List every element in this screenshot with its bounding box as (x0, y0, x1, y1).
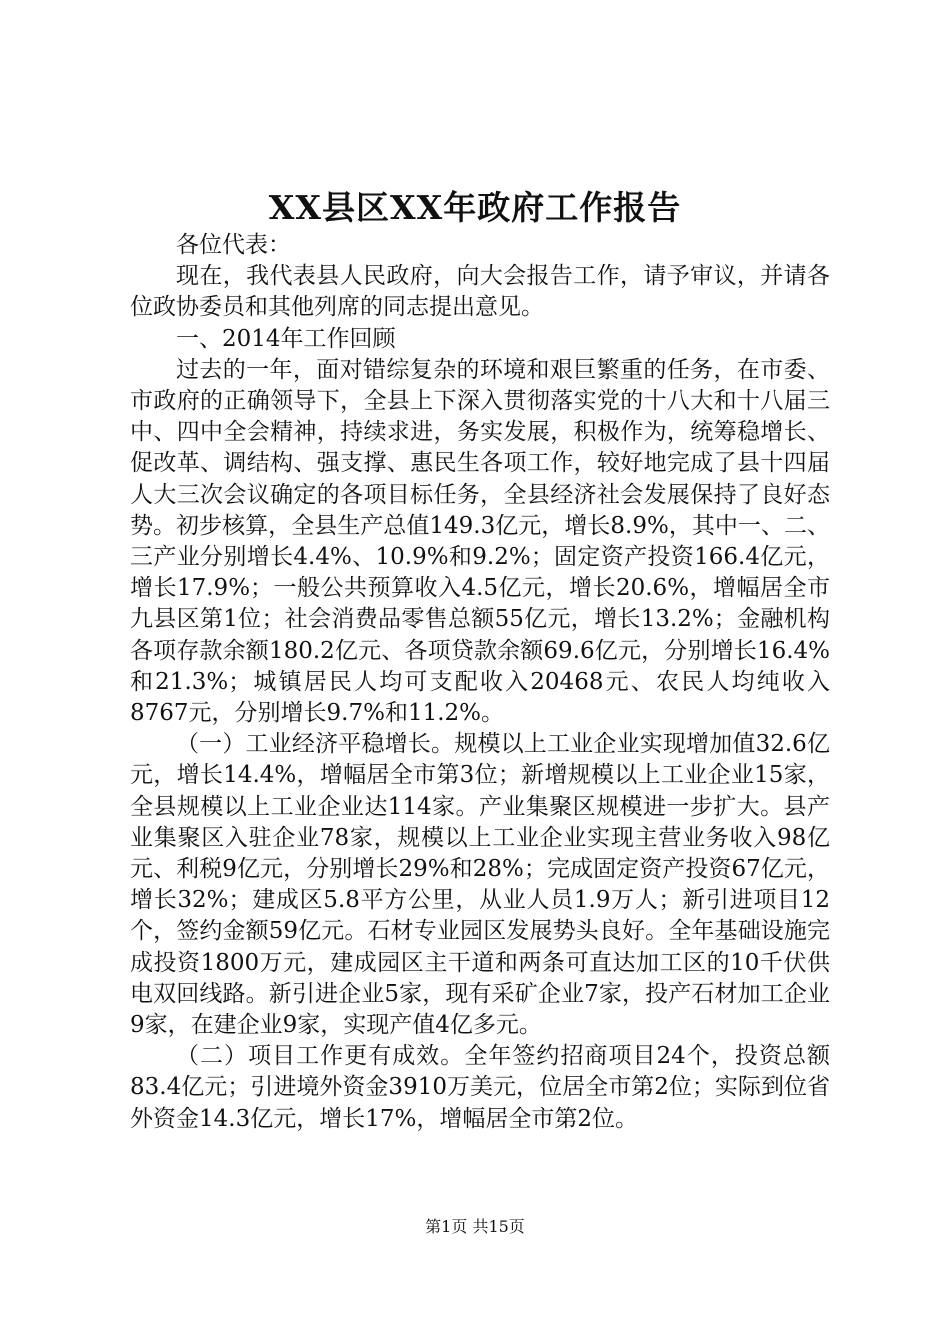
paragraph-projects: （二）项目工作更有成效。全年签约招商项目24个，投资总额83.4亿元；引进境外资金3910万美元，位居全市第2位；实际到位省外资金14.3亿元，增长17%，增幅居全市第2位。 (130, 1043, 830, 1132)
section-heading: 一、2014年工作回顾 (176, 325, 396, 352)
paragraph-intro: 现在，我代表县人民政府，向大会报告工作，请予审议，并请各位政协委员和其他列席的同志提出意见。 (130, 263, 830, 321)
paragraph-salutation: 各位代表： (176, 232, 291, 258)
document-body (130, 230, 830, 1135)
page-footer: 第1页 共15页 (425, 1217, 525, 1236)
paragraph-review: 过去的一年，面对错综复杂的环境和艰巨繁重的任务，在市委、市政府的正确领导下，全县上下深入贯彻落实党的十八大和十八届三中、四中全会精神，持续求进，务实发展，积极作为，统筹稳增长、促改革、调结构、强支撑、惠民生各项工作，较好地完成了县十四届人大三次会议确定的各项目标任务，全县经济社会发展保持了良好态势。初步核算，全县生产总值149.3亿元，增长8.9%，其中一、二、三产业分别增长4.4%、10.9%和9.2%；固定资产投资166.4亿元，增长17.9%；一般公共预算收入4.5亿元，增长20.6%，增幅居全市九县区第1位；社会消费品零售总额55亿元，增长13.2%；金融机构各项存款余额180.2亿元、各项贷款余额69.6亿元，分别增长16.4%和21.3%；城镇居民人均可支配收入20468元、农民人均纯收入8767元，分别增长9.7%和11.2%。 (130, 356, 830, 727)
document-title: XX县区XX年政府工作报告 (268, 188, 682, 227)
paragraph-industry: （一）工业经济平稳增长。规模以上工业企业实现增加值32.6亿元，增长14.4%，增幅居全市第3位；新增规模以上工业企业15家，全县规模以上工业企业达114家。产业集聚区规模进一步扩大。县产业集聚区入驻企业78家，规模以上工业企业实现主营业务收入98亿元、利税9亿元，分别增长29%和28%；完成固定资产投资67亿元，增长32%；建成区5.8平方公里，从业人员1.9万人；新引进项目12个，签约金额59亿元。石材专业园区发展势头良好。全年基础设施完成投资1800万元，建成园区主干道和两条可直达加工区的10千伏供电双回线路。新引进企业5家，现有采矿企业7家，投产石材加工企业9家，在建企业9家，实现产值4亿多元。 (130, 731, 830, 1039)
